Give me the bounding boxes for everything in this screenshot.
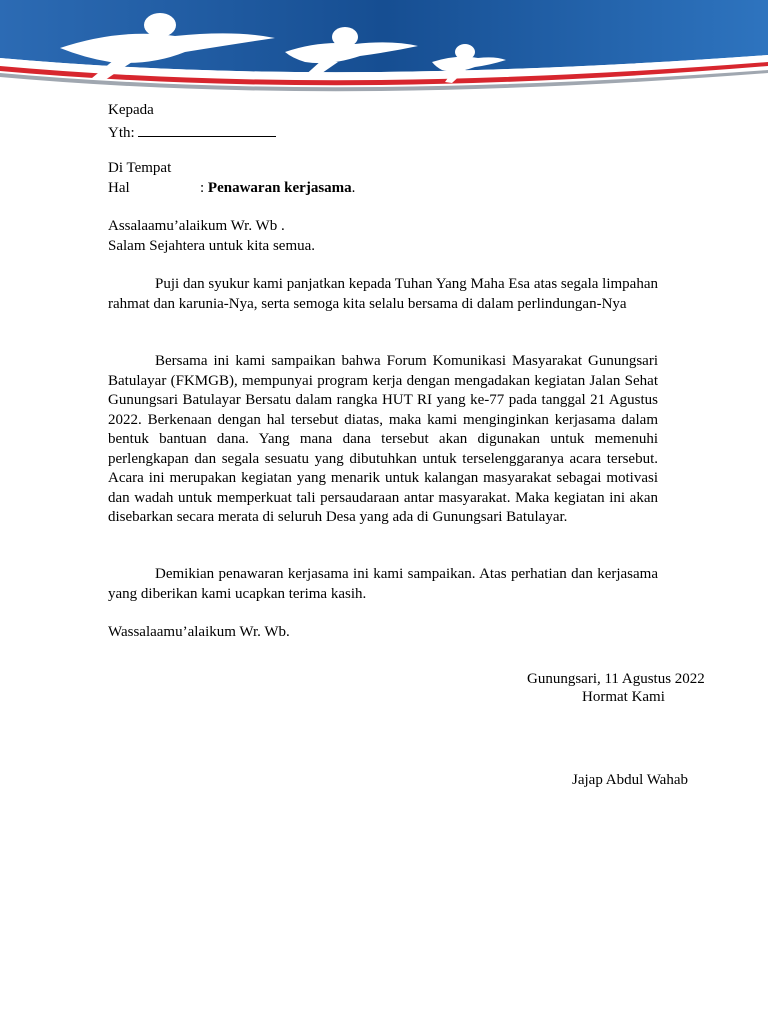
- place-date: Gunungsari, 11 Agustus 2022: [527, 671, 705, 687]
- signer-name: Jajap Abdul Wahab: [572, 772, 688, 788]
- place-text: Di Tempat: [108, 160, 172, 176]
- letter-header: [108, 101, 658, 143]
- paragraph-text: Demikian penawaran kerjasama ini kami sampaikan. Atas perhatian dan kerjasama yang diberikan kami ucapkan terima kasih.: [108, 566, 658, 602]
- addressee-to: Kepada: [108, 102, 154, 118]
- subject-end: .: [351, 179, 356, 196]
- addressee-blank-line: [138, 121, 276, 137]
- body-paragraph-3: [108, 565, 658, 604]
- greeting-line-2: Salam Sejahtera untuk kita semua.: [108, 237, 316, 254]
- regards: Hormat Kami: [582, 689, 665, 705]
- subject-line: [108, 179, 658, 199]
- subject-label: Hal: [108, 179, 130, 196]
- greeting-line-1: Assalaamu’alaikum Wr. Wb .: [108, 218, 285, 234]
- closing-text: Wassalaamu’alaikum Wr. Wb.: [108, 624, 290, 640]
- body-paragraph-2: [108, 352, 658, 528]
- paragraph-text: Puji dan syukur kami panjatkan kepada Tuhan Yang Maha Esa atas segala limpahan rahmat dan karunia-Nya, serta semoga kita selalu bersama di dalam perlindungan-Nya: [108, 276, 658, 312]
- addressee-yth-label: Yth:: [108, 124, 135, 141]
- header-banner: [0, 0, 768, 95]
- letter-place-subject: [108, 159, 658, 198]
- body-paragraph-1: [108, 275, 658, 314]
- addressee-yth: [108, 121, 658, 144]
- subject-value: Penawaran kerjasama: [207, 179, 352, 196]
- letter-greeting: [108, 217, 658, 256]
- closing-salutation: [108, 623, 658, 643]
- paragraph-text: Bersama ini kami sampaikan bahwa Forum Komunikasi Masyarakat Gunungsari Batulayar (FKMGB), mempunyai program kerja dengan mengadakan kegiatan Jalan Sehat Gunungsari Batulayar Bersatu dalam rangka HUT RI yang ke-77 pada tanggal 21 Agustus 2022. Berkenaan dengan hal tersebut diatas, maka kami menginginkan kerjasama dalam bentuk bantuan dana. Yang mana dana tersebut akan digunakan untuk memenuhi perlengkapan dan segala sesuatu yang dibutuhkan untuk terselenggaranya acara tersebut. Acara ini merupakan kegiatan yang menarik untuk kalangan masyarakat sebagai motivasi dan wadah untuk memperkuat tali persaudaraan antar masyarakat. Maka kegiatan ini akan disebarkan secara merata di seluruh Desa yang ada di Gunungsari Batulayar.: [108, 353, 658, 525]
- subject-colon: :: [200, 179, 205, 196]
